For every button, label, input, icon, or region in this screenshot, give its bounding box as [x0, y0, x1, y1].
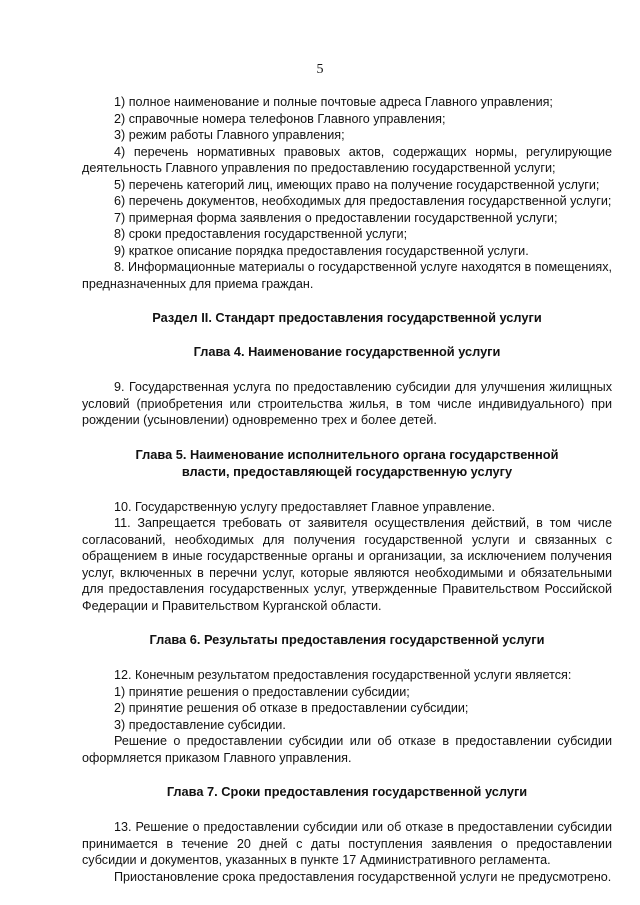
- list-item: 5) перечень категорий лиц, имеющих право на получение государственной услуги;: [114, 177, 600, 192]
- paragraph-10: 10. Государственную услугу предоставляет Главное управление.: [114, 499, 496, 514]
- chapter-5-heading-line1: Глава 5. Наименование исполнительного органа государственной: [135, 446, 559, 462]
- paragraph-13: 13. Решение о предоставлении субсидии или об отказе в предоставлении субсидии принимается в течение 20 дней с даты поступления заявления о предоставлении субсидии и документов, указанных в пункте 17 Административного регламента.: [82, 820, 612, 867]
- paragraph-9: 9. Государственная услуга по предоставлению субсидии для улучшения жилищных условий (приобретения или строительства жилья, в том числе индивидуального) при рождении (усыновлении) одновременно трех и более детей.: [82, 380, 612, 427]
- list-item: 8) сроки предоставления государственной услуги;: [114, 227, 408, 241]
- list-item: 6) перечень документов, необходимых для предоставления государственной услуги;: [114, 194, 612, 208]
- chapter-7-heading: Глава 7. Сроки предоставления государственной услуги: [166, 784, 528, 799]
- page-number: 5: [316, 62, 324, 77]
- list-item: 1) принятие решения о предоставлении субсидии;: [114, 684, 410, 699]
- paragraph-12-decision: Решение о предоставлении субсидии или об отказе в предоставлении субсидии оформляется приказом Главного управления.: [82, 734, 612, 765]
- chapter-6-heading: Глава 6. Результаты предоставления государственной услуги: [149, 632, 545, 647]
- chapter-4-heading: Глава 4. Наименование государственной услуги: [193, 344, 501, 359]
- list-item: 2) принятие решения об отказе в предоставлении субсидии;: [114, 701, 469, 715]
- paragraph-12: 12. Конечным результатом предоставления государственной услуги является:: [114, 668, 572, 682]
- section-2-heading: Раздел II. Стандарт предоставления государственной услуги: [152, 310, 542, 325]
- list-item: 4) перечень нормативных правовых актов, содержащих нормы, регулирующие деятельность Главного управления по предоставлению государственной услуги;: [82, 144, 612, 175]
- list-item: 9) краткое описание порядка предоставления государственной услуги.: [114, 243, 529, 258]
- list-item: 3) предоставление субсидии.: [114, 717, 286, 732]
- list-item: 1) полное наименование и полные почтовые адреса Главного управления;: [114, 95, 553, 109]
- chapter-5-heading-line2: власти, предоставляющей государственную услугу: [181, 463, 513, 479]
- list-item: 2) справочные номера телефонов Главного управления;: [114, 111, 446, 126]
- list-item: 7) примерная форма заявления о предоставлении государственной услуги;: [114, 210, 558, 225]
- paragraph-11: 11. Запрещается требовать от заявителя осуществления действий, в том числе согласований, необходимых для получения государственной услуги и связанных с обращением в иные государственные органы и организации, за исключением получения услуг, включенных в перечни услуг, которые являются необходимыми и обязательными для предоставления государственных услуг, утвержденные Правительством Российской Федерации и Правительством Курганской области.: [82, 516, 612, 613]
- list-item: 3) режим работы Главного управления;: [114, 128, 345, 142]
- paragraph-8: 8. Информационные материалы о государственной услуге находятся в помещениях, предназначенных для приема граждан.: [82, 260, 612, 291]
- paragraph-13-suspension: Приостановление срока предоставления государственной услуги не предусмотрено.: [114, 869, 612, 884]
- document-body: [82, 94, 612, 885]
